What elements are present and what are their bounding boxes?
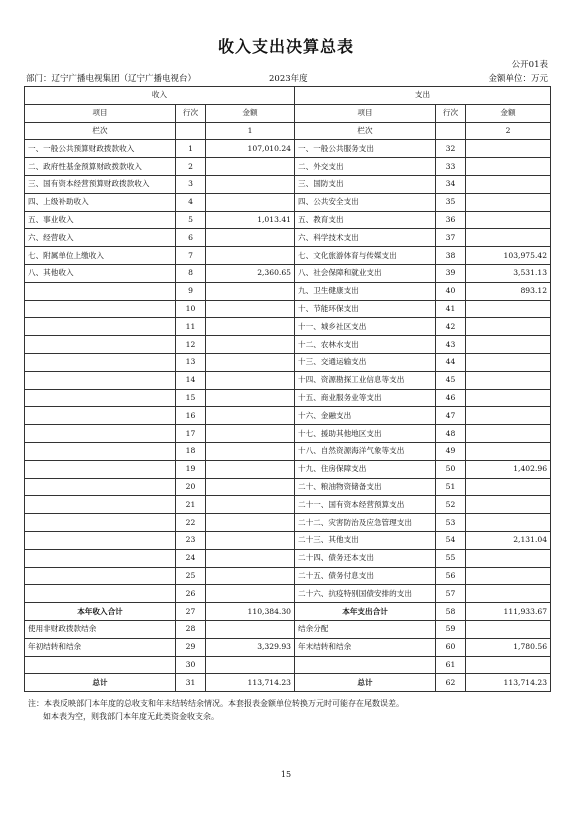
table-row [25, 603, 551, 621]
income-amount [206, 656, 295, 674]
expense-amount [466, 514, 551, 532]
income-rowno-header: 行次 [176, 104, 206, 122]
income-item [25, 300, 176, 318]
income-item [25, 514, 176, 532]
income-column-label: 栏次 [25, 122, 176, 140]
table-row [25, 229, 551, 247]
expense-row-number: 44 [436, 353, 466, 371]
income-item [25, 442, 176, 460]
expense-item: 二、外交支出 [295, 158, 436, 176]
income-row-number: 2 [176, 158, 206, 176]
income-amount [206, 514, 295, 532]
table-row [25, 175, 551, 193]
expense-item: 十八、自然资源海洋气象等支出 [295, 442, 436, 460]
table-row [25, 460, 551, 478]
table-row [25, 407, 551, 425]
income-amount [206, 531, 295, 549]
expense-item: 本年支出合计 [295, 603, 436, 621]
expense-amount: 1,780.56 [466, 638, 551, 656]
income-amount [206, 460, 295, 478]
income-item [25, 425, 176, 443]
income-item [25, 585, 176, 603]
table-row [25, 211, 551, 229]
expense-amount [466, 193, 551, 211]
income-row-number: 22 [176, 514, 206, 532]
expense-column-number: 2 [466, 122, 551, 140]
income-row-number: 10 [176, 300, 206, 318]
table-row [25, 282, 551, 300]
income-row-number: 31 [176, 674, 206, 692]
income-item: 二、政府性基金预算财政拨款收入 [25, 158, 176, 176]
income-row-number: 28 [176, 620, 206, 638]
expense-amount [466, 656, 551, 674]
table-row [25, 585, 551, 603]
table-row [25, 496, 551, 514]
income-amount [206, 353, 295, 371]
table-row [25, 300, 551, 318]
expense-item: 三、国防支出 [295, 175, 436, 193]
income-row-number: 21 [176, 496, 206, 514]
income-row-number: 20 [176, 478, 206, 496]
income-item [25, 460, 176, 478]
income-row-number: 4 [176, 193, 206, 211]
income-amount: 113,714.23 [206, 674, 295, 692]
expense-amount [466, 496, 551, 514]
expense-item: 二十四、债务还本支出 [295, 549, 436, 567]
expense-row-number: 39 [436, 264, 466, 282]
expense-row-number: 42 [436, 318, 466, 336]
income-item: 八、其他收入 [25, 264, 176, 282]
income-row-number: 26 [176, 585, 206, 603]
income-item [25, 318, 176, 336]
expense-row-number: 62 [436, 674, 466, 692]
expense-item: 十二、农林水支出 [295, 336, 436, 354]
expense-row-number: 61 [436, 656, 466, 674]
expense-row-number: 56 [436, 567, 466, 585]
income-amount [206, 229, 295, 247]
expense-item: 十三、交通运输支出 [295, 353, 436, 371]
table-row [25, 425, 551, 443]
income-item [25, 389, 176, 407]
expense-row-number: 60 [436, 638, 466, 656]
expense-item: 十、节能环保支出 [295, 300, 436, 318]
expense-amount [466, 158, 551, 176]
expense-column-rowno [436, 122, 466, 140]
expense-amount [466, 300, 551, 318]
expense-row-number: 37 [436, 229, 466, 247]
table-row [25, 264, 551, 282]
expense-item: 年末结转和结余 [295, 638, 436, 656]
expense-item: 八、社会保障和就业支出 [295, 264, 436, 282]
expense-item: 二十二、灾害防治及应急管理支出 [295, 514, 436, 532]
department-label: 部门：辽宁广播电视集团（辽宁广播电视台） [26, 74, 197, 84]
year-label: 2023年度 [269, 74, 308, 84]
income-amount: 110,384.30 [206, 603, 295, 621]
expense-row-number: 48 [436, 425, 466, 443]
income-item: 三、国有资本经营预算财政拨款收入 [25, 175, 176, 193]
income-amount [206, 318, 295, 336]
expense-amount [466, 425, 551, 443]
income-amount [206, 442, 295, 460]
income-row-number: 13 [176, 353, 206, 371]
page-number: 15 [280, 770, 292, 779]
income-item: 本年收入合计 [25, 603, 176, 621]
expense-item [295, 656, 436, 674]
income-row-number: 3 [176, 175, 206, 193]
income-amount [206, 620, 295, 638]
expense-amount [466, 585, 551, 603]
section-header-row [25, 87, 551, 105]
expense-row-number: 38 [436, 247, 466, 265]
income-item [25, 549, 176, 567]
expense-amount [466, 549, 551, 567]
table-row [25, 478, 551, 496]
income-amount [206, 496, 295, 514]
table-row [25, 247, 551, 265]
expense-column-label: 栏次 [295, 122, 436, 140]
income-item [25, 567, 176, 585]
expense-amount [466, 620, 551, 638]
income-column-rowno [176, 122, 206, 140]
expense-section-header: 支出 [295, 87, 551, 105]
income-amount [206, 478, 295, 496]
expense-item: 七、文化旅游体育与传媒支出 [295, 247, 436, 265]
expense-item: 二十六、抗疫特别国债安排的支出 [295, 585, 436, 603]
expense-item-header: 项目 [295, 104, 436, 122]
table-row [25, 193, 551, 211]
income-amount [206, 193, 295, 211]
table-row [25, 674, 551, 692]
page-title: 收入支出决算总表 [217, 37, 354, 56]
expense-item: 二十三、其他支出 [295, 531, 436, 549]
expense-item: 二十、粮油物资储备支出 [295, 478, 436, 496]
table-row [25, 389, 551, 407]
expense-row-number: 33 [436, 158, 466, 176]
income-row-number: 9 [176, 282, 206, 300]
income-item [25, 496, 176, 514]
table-row [25, 567, 551, 585]
table-row [25, 336, 551, 354]
expense-item: 十四、资源勘探工业信息等支出 [295, 371, 436, 389]
income-amount [206, 282, 295, 300]
expense-amount [466, 140, 551, 158]
income-amount [206, 567, 295, 585]
expense-item: 二十一、国有资本经营预算支出 [295, 496, 436, 514]
income-amount [206, 389, 295, 407]
expense-item: 二十五、债务付息支出 [295, 567, 436, 585]
expense-row-number: 46 [436, 389, 466, 407]
expense-item: 六、科学技术支出 [295, 229, 436, 247]
income-row-number: 29 [176, 638, 206, 656]
income-row-number: 6 [176, 229, 206, 247]
income-item [25, 282, 176, 300]
expense-row-number: 35 [436, 193, 466, 211]
expense-row-number: 41 [436, 300, 466, 318]
expense-amount [466, 229, 551, 247]
income-item [25, 478, 176, 496]
expense-row-number: 36 [436, 211, 466, 229]
income-amount: 1,013.41 [206, 211, 295, 229]
income-row-number: 11 [176, 318, 206, 336]
table-row [25, 371, 551, 389]
expense-amount [466, 371, 551, 389]
income-row-number: 16 [176, 407, 206, 425]
income-row-number: 24 [176, 549, 206, 567]
expense-amount [466, 175, 551, 193]
table-row [25, 353, 551, 371]
income-item: 四、上级补助收入 [25, 193, 176, 211]
expense-amount [466, 353, 551, 371]
income-item [25, 353, 176, 371]
expense-row-number: 57 [436, 585, 466, 603]
footnote-line-1: 注：本表反映部门本年度的总收支和年末结转结余情况。本套报表金额单位转换万元时可能存在尾数误差。 [28, 699, 404, 708]
expense-amount [466, 336, 551, 354]
expense-row-number: 40 [436, 282, 466, 300]
expense-row-number: 52 [436, 496, 466, 514]
table-row [25, 442, 551, 460]
income-item [25, 371, 176, 389]
expense-amount: 3,531.13 [466, 264, 551, 282]
income-row-number: 7 [176, 247, 206, 265]
expense-row-number: 50 [436, 460, 466, 478]
expense-row-number: 47 [436, 407, 466, 425]
unit-label: 金额单位：万元 [488, 74, 548, 84]
expense-item: 十一、城乡社区支出 [295, 318, 436, 336]
expense-row-number: 59 [436, 620, 466, 638]
income-item: 六、经营收入 [25, 229, 176, 247]
income-amount [206, 300, 295, 318]
expense-row-number: 53 [436, 514, 466, 532]
expense-amount-header: 金额 [466, 104, 551, 122]
expense-row-number: 51 [436, 478, 466, 496]
income-row-number: 18 [176, 442, 206, 460]
table-row [25, 549, 551, 567]
expense-item: 十五、商业服务业等支出 [295, 389, 436, 407]
expense-item: 四、公共安全支出 [295, 193, 436, 211]
expense-amount: 893.12 [466, 282, 551, 300]
income-amount [206, 549, 295, 567]
expense-row-number: 32 [436, 140, 466, 158]
footnote-line-2: 如本表为空，则我部门本年度无此类资金收支余。 [43, 712, 219, 721]
expense-item: 一、一般公共服务支出 [295, 140, 436, 158]
income-item [25, 531, 176, 549]
income-item: 七、附属单位上缴收入 [25, 247, 176, 265]
table-row [25, 638, 551, 656]
income-item: 年初结转和结余 [25, 638, 176, 656]
expense-amount: 103,975.42 [466, 247, 551, 265]
expense-amount [466, 567, 551, 585]
expense-amount: 111,933.67 [466, 603, 551, 621]
income-row-number: 23 [176, 531, 206, 549]
income-row-number: 14 [176, 371, 206, 389]
income-item [25, 407, 176, 425]
table-row [25, 158, 551, 176]
income-column-number: 1 [206, 122, 295, 140]
expense-amount [466, 211, 551, 229]
summary-table [24, 86, 551, 692]
table-row [25, 656, 551, 674]
income-row-number: 30 [176, 656, 206, 674]
income-amount [206, 407, 295, 425]
expense-item: 九、卫生健康支出 [295, 282, 436, 300]
expense-amount: 2,131.04 [466, 531, 551, 549]
income-row-number: 8 [176, 264, 206, 282]
expense-item: 十六、金融支出 [295, 407, 436, 425]
expense-amount [466, 478, 551, 496]
expense-amount [466, 407, 551, 425]
income-amount: 3,329.93 [206, 638, 295, 656]
table-row [25, 514, 551, 532]
income-item: 五、事业收入 [25, 211, 176, 229]
column-number-row [25, 122, 551, 140]
income-row-number: 25 [176, 567, 206, 585]
table-row [25, 531, 551, 549]
expense-amount: 113,714.23 [466, 674, 551, 692]
income-row-number: 15 [176, 389, 206, 407]
expense-amount [466, 318, 551, 336]
income-item: 一、一般公共预算财政拨款收入 [25, 140, 176, 158]
income-row-number: 27 [176, 603, 206, 621]
income-item [25, 656, 176, 674]
expense-row-number: 34 [436, 175, 466, 193]
expense-row-number: 49 [436, 442, 466, 460]
expense-item: 五、教育支出 [295, 211, 436, 229]
expense-row-number: 58 [436, 603, 466, 621]
column-header-row [25, 104, 551, 122]
report-meta [26, 72, 548, 84]
income-amount [206, 371, 295, 389]
expense-row-number: 45 [436, 371, 466, 389]
income-amount [206, 585, 295, 603]
income-section-header: 收入 [25, 87, 295, 105]
income-item [25, 336, 176, 354]
expense-row-number: 43 [436, 336, 466, 354]
income-amount-header: 金额 [206, 104, 295, 122]
income-item-header: 项目 [25, 104, 176, 122]
expense-amount [466, 389, 551, 407]
income-row-number: 12 [176, 336, 206, 354]
expense-amount: 1,402.96 [466, 460, 551, 478]
table-row [25, 620, 551, 638]
income-amount [206, 158, 295, 176]
expense-amount [466, 442, 551, 460]
expense-item: 十七、援助其他地区支出 [295, 425, 436, 443]
table-row [25, 140, 551, 158]
expense-rowno-header: 行次 [436, 104, 466, 122]
income-amount: 107,010.24 [206, 140, 295, 158]
income-amount: 2,360.65 [206, 264, 295, 282]
income-amount [206, 336, 295, 354]
expense-item: 总计 [295, 674, 436, 692]
footnote [28, 697, 404, 723]
expense-row-number: 54 [436, 531, 466, 549]
income-row-number: 5 [176, 211, 206, 229]
income-amount [206, 175, 295, 193]
expense-item: 十九、住房保障支出 [295, 460, 436, 478]
table-row [25, 318, 551, 336]
income-item: 总计 [25, 674, 176, 692]
income-item: 使用非财政拨款结余 [25, 620, 176, 638]
income-row-number: 17 [176, 425, 206, 443]
income-amount [206, 247, 295, 265]
expense-item: 结余分配 [295, 620, 436, 638]
form-code: 公开01表 [511, 60, 548, 70]
expense-row-number: 55 [436, 549, 466, 567]
income-row-number: 19 [176, 460, 206, 478]
income-row-number: 1 [176, 140, 206, 158]
income-amount [206, 425, 295, 443]
